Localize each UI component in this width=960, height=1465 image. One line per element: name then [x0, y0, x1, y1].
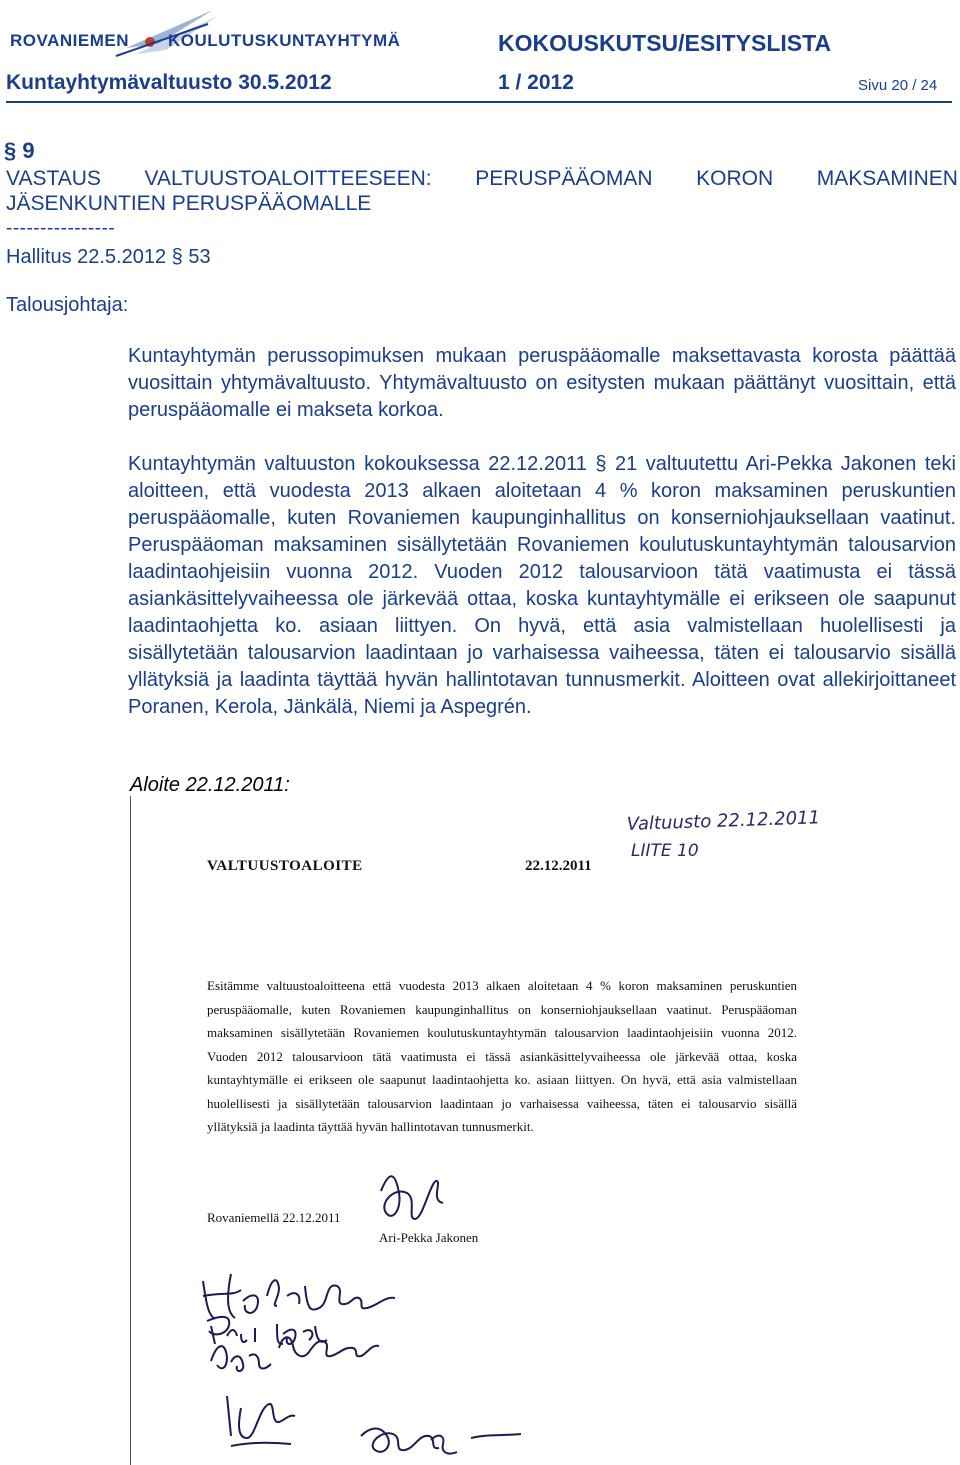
logo-text-left: ROVANIEMEN	[10, 31, 129, 50]
paragraph-1: Kuntayhtymän perussopimuksen mukaan peruspääomalle maksettavasta korosta päättää vuosittain yhtymävaltuusto. Yhtymävaltuusto on esitysten mukaan päättänyt vuosittain, että peruspääomalle ei makseta korkoa.	[128, 345, 956, 421]
board-item-number: 53	[188, 246, 211, 268]
scan-signer-name: Ari-Pekka Jakonen	[379, 1230, 479, 1245]
logo-text-right: KOULUTUSKUNTAYHTYMÄ	[168, 31, 401, 50]
section-title	[6, 166, 958, 216]
presenter-label: Talousjohtaja:	[6, 294, 129, 316]
scan-place-date: Rovaniemellä 22.12.2011	[207, 1210, 341, 1225]
signature-jankala-icon	[211, 1337, 379, 1371]
session-number: 1 / 2012	[498, 71, 574, 94]
paragraph-2: Kuntayhtymän valtuuston kokouksessa 22.12.2011 § 21 valtuutettu Ari-Pekka Jakonen teki aloitteen, että vuodesta 2013 alkaen aloitetaan 4 % koron maksaminen peruskuntien peruspääomalle, kuten Rovaniemen kaupunginhallitus on konserniohjauksellaan vaatinut. Peruspääoman maksaminen sisällytetään Rovaniemen koulutuskuntayhtymän talousarvion laadintaohjeisiin vuonna 2012. Vuoden 2012 talousarvioon tätä vaatimusta ei tässä asiankäsittelyvaiheessa ole järkevää ottaa, koska kuntayhtymälle ei erikseen ole saapunut laadintaohjetta ko. asiaan liittyen. On hyvä, että asia valmistellaan huolellisesti ja sisällytetään talousarvion laadintaan jo varhaisessa vaiheessa, täten ei talousarvio sisällä yllätyksiä ja laadinta täyttää hyvän hallintotavan tunnusmerkit. Aloitteen ovat allekirjoittaneet Poranen, Kerola, Jänkälä, Niemi ja Aspegrén.	[128, 453, 956, 718]
handwritten-note-1: Valtuusto 22.12.2011	[626, 807, 821, 835]
signature-kerola-icon	[207, 1317, 327, 1344]
section-title-line-2: JÄSENKUNTIEN PERUSPÄÄOMALLE	[6, 192, 372, 215]
attachment-label: Aloite 22.12.2011:	[130, 774, 290, 796]
section-title-line-1	[6, 166, 958, 191]
author-signature-icon	[381, 1176, 443, 1219]
handwritten-note-2: LIITE 10	[631, 841, 699, 861]
paragraph-2-part-a: Kuntayhtymän valtuuston kokouksessa 22.12.2011	[128, 453, 587, 475]
signature-niemi-icon	[227, 1396, 295, 1438]
board-date: Hallitus 22.5.2012	[6, 246, 167, 268]
title-word: PERUSPÄÄOMAN	[475, 167, 653, 190]
board-reference: Hallitus 22.5.2012 § 53	[6, 246, 211, 268]
scanned-initiative	[130, 796, 960, 1465]
title-word: KORON	[696, 167, 774, 190]
paragraph-2-part-b: 21 valtuutettu Ari-Pekka Jakonen teki aloitteen, että vuodesta 2013 alkaen aloitetaan 4 % koron maksaminen peruskuntien peruspääomalle, kuten Rovaniemen kaupunginhallitus on konserniohjauksellaan vaatinut. Peruspääoman maksaminen sisällytetään Rovaniemen koulutuskuntayhtymän talousarvion laadintaohjeisiin vuonna 2012. Vuoden 2012 talousarvioon tätä vaatimusta ei tässä asiankäsittelyvaiheessa ole järkevää ottaa, koska kuntayhtymälle ei erikseen ole saapunut laadintaohjetta ko. asiaan liittyen. On hyvä, että asia valmistellaan huolellisesti ja sisällytetään talousarvion laadintaan jo varhaisessa vaiheessa, täten ei talousarvio sisällä yllätyksiä ja laadinta täyttää hyvän hallintotavan tunnusmerkit. Aloitteen ovat allekirjoittaneet Poranen, Kerola, Jänkälä, Niemi ja Aspegrén.	[128, 453, 956, 718]
scan-heading: VALTUUSTOALOITE	[207, 858, 363, 874]
scan-body-text: Esitämme valtuustoaloitteena että vuodesta 2013 alkaen aloitetaan 4 % koron maksaminen peruskuntien peruspääomalle, kuten Rovaniemen kaupunginhallitus on konserniohjauksellaan vaatinut. Peruspääoman maksaminen sisällytetään Rovaniemen koulutuskuntayhtymän talousarvion laadintaohjeisiin vuonna 2012. Vuoden 2012 talousarvioon tätä vaatimusta ei tässä asiankäsittelyvaiheessa ole järkevää ottaa, koska kuntayhtymälle ei erikseen ole saapunut laadintaohjetta ko. asiaan liittyen. On hyvä, että asia valmistellaan huolellisesti ja sisällytetään talousarvion laadintaan jo varhaisessa vaiheessa, täten ei talousarvio sisällä yllätyksiä ja laadinta täyttää hyvän hallintotavan tunnusmerkit.	[207, 978, 797, 1134]
signature-poranen-icon	[203, 1274, 395, 1319]
separator-dashes: ----------------	[6, 218, 116, 239]
title-word: VASTAUS	[6, 167, 101, 190]
section-number-value: 9	[22, 138, 35, 163]
document-type: KOKOUSKUTSU/ESITYSLISTA	[498, 30, 832, 56]
page-number: Sivu 20 / 24	[858, 77, 938, 94]
signature-aspegren-icon	[231, 1429, 521, 1454]
header-divider	[6, 101, 952, 103]
title-word: MAKSAMINEN	[816, 167, 958, 190]
scan-date: 22.12.2011	[525, 858, 592, 874]
title-word: VALTUUSTOALOITTEESEEN:	[144, 167, 432, 190]
section-number: § 9	[4, 138, 35, 163]
meeting-title: Kuntayhtymävaltuusto 30.5.2012	[6, 71, 332, 94]
